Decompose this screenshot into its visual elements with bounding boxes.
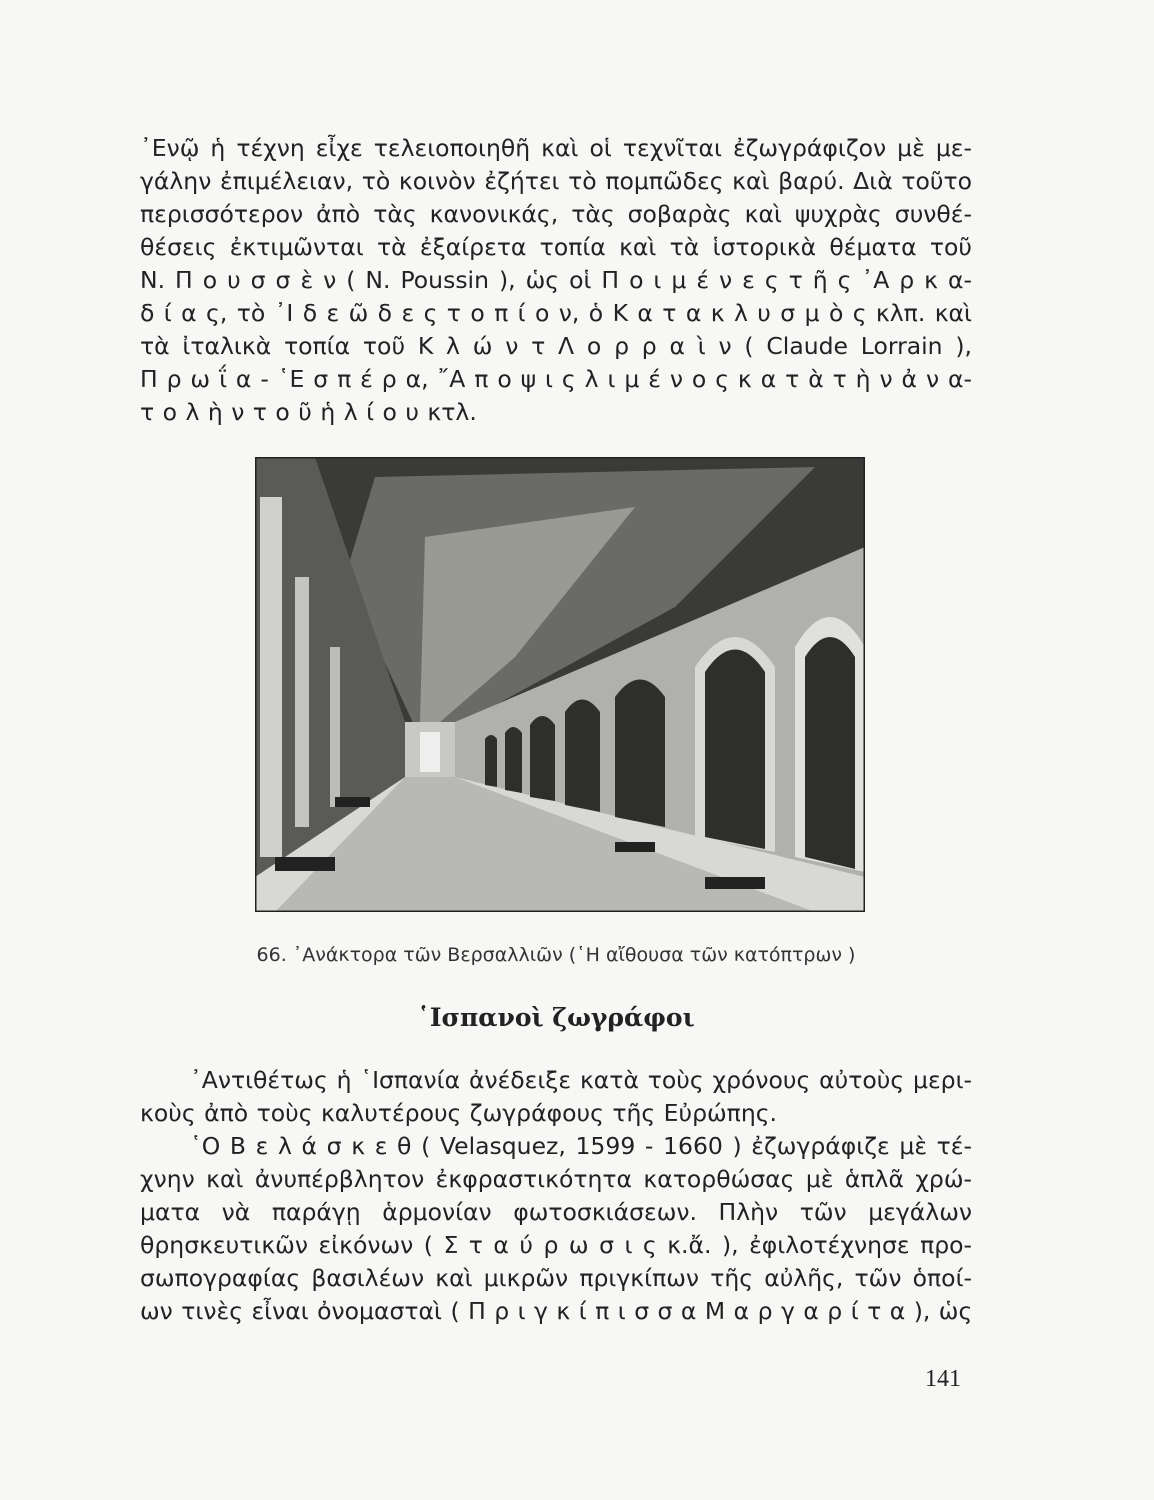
text-line: θέσεις ἐκτιμῶνται τὰ ἐξαίρετα τοπία καὶ τὰ ἱστορικὰ θέματα τοῦ — [140, 233, 972, 261]
text-line: τ ο λ ὴ ν τ ο ῦ ἡ λ ί ο υ κτλ. — [140, 398, 477, 426]
text-line: περισσότερον ἀπὸ τὰς κανονικάς, τὰς σοβαρὰς καὶ ψυχρὰς συνθέ- — [140, 200, 972, 228]
text-line: Ν. Π ο υ σ σ ὲ ν ( N. Poussin ), ὡς οἱ Π ο ι μ έ ν ε ς τ ῆ ς ᾿Α ρ κ α- — [140, 266, 972, 294]
bottom-paragraph-2 — [140, 1130, 972, 1328]
figure-caption: 66. ᾿Ανάκτορα τῶν Βερσαλλιῶν (῾Η αἴθουσα τῶν κατόπτρων ) — [256, 944, 856, 966]
bottom-paragraph-1 — [140, 1064, 972, 1130]
text-line: χνην καὶ ἀνυπέρβλητον ἐκφραστικότητα κατορθώσας μὲ ἁπλᾶ χρώ- — [140, 1165, 972, 1193]
text-line: Π ρ ω ΐ α - ῾Ε σ π έ ρ α, ῎Α π ο ψ ι ς λ ι μ έ ν ο ς κ α τ ὰ τ ὴ ν ἀ ν α- — [140, 365, 972, 393]
text-line: ματα νὰ παράγῃ ἁρμονίαν φωτοσκιάσεων. Πλὴν τῶν μεγάλων — [140, 1198, 972, 1226]
text-line: τὰ ἰταλικὰ τοπία τοῦ Κ λ ώ ν τ Λ ο ρ ρ α ὶ ν ( Claude Lorrain ), — [140, 332, 972, 360]
text-line: θρησκευτικῶν εἰκόνων ( Σ τ α ύ ρ ω σ ι ς κ.ἄ. ), ἐφιλοτέχνησε προ- — [140, 1231, 972, 1259]
text-line: ᾿Αντιθέτως ἡ ῾Ισπανία ἀνέδειξε κατὰ τοὺς χρόνους αὐτοὺς μερι- — [190, 1066, 972, 1094]
text-line: κοὺς ἀπὸ τοὺς καλυτέρους ζωγράφους τῆς Εὐρώπης. — [140, 1099, 777, 1127]
top-paragraph — [140, 132, 972, 429]
text-line: ᾿Ενῷ ἡ τέχνη εἶχε τελειοποιηθῆ καὶ οἱ τεχνῖται ἐζωγράφιζον μὲ με- — [140, 134, 972, 162]
text-line: γάλην ἐπιμέλειαν, τὸ κοινὸν ἐζήτει τὸ πομπῶδες καὶ βαρύ. Διὰ τοῦτο — [140, 167, 972, 195]
page-number: 141 — [925, 1366, 961, 1392]
text-line: ων τινὲς εἶναι ὀνομασταὶ ( Π ρ ι γ κ ί π ι σ σ α Μ α ρ γ α ρ ί τ α ), ὡς — [140, 1297, 973, 1325]
text-line: ῾Ο Β ε λ ά σ κ ε θ ( Velasquez, 1599 - 1660 ) ἐζωγράφιζε μὲ τέ- — [190, 1132, 972, 1160]
section-heading: ῾Ισπανοὶ ζωγράφοι — [417, 1003, 695, 1032]
text-line: σωπογραφίας βασιλέων καὶ μικρῶν πριγκίπων τῆς αὐλῆς, τῶν ὁποί- — [140, 1264, 972, 1292]
hall-of-mirrors-photo — [255, 457, 865, 912]
text-line: δ ί α ς, τὸ ᾿Ι δ ε ῶ δ ε ς τ ο π ί ο ν, ὁ Κ α τ α κ λ υ σ μ ὸ ς κλπ. καὶ — [140, 299, 972, 327]
